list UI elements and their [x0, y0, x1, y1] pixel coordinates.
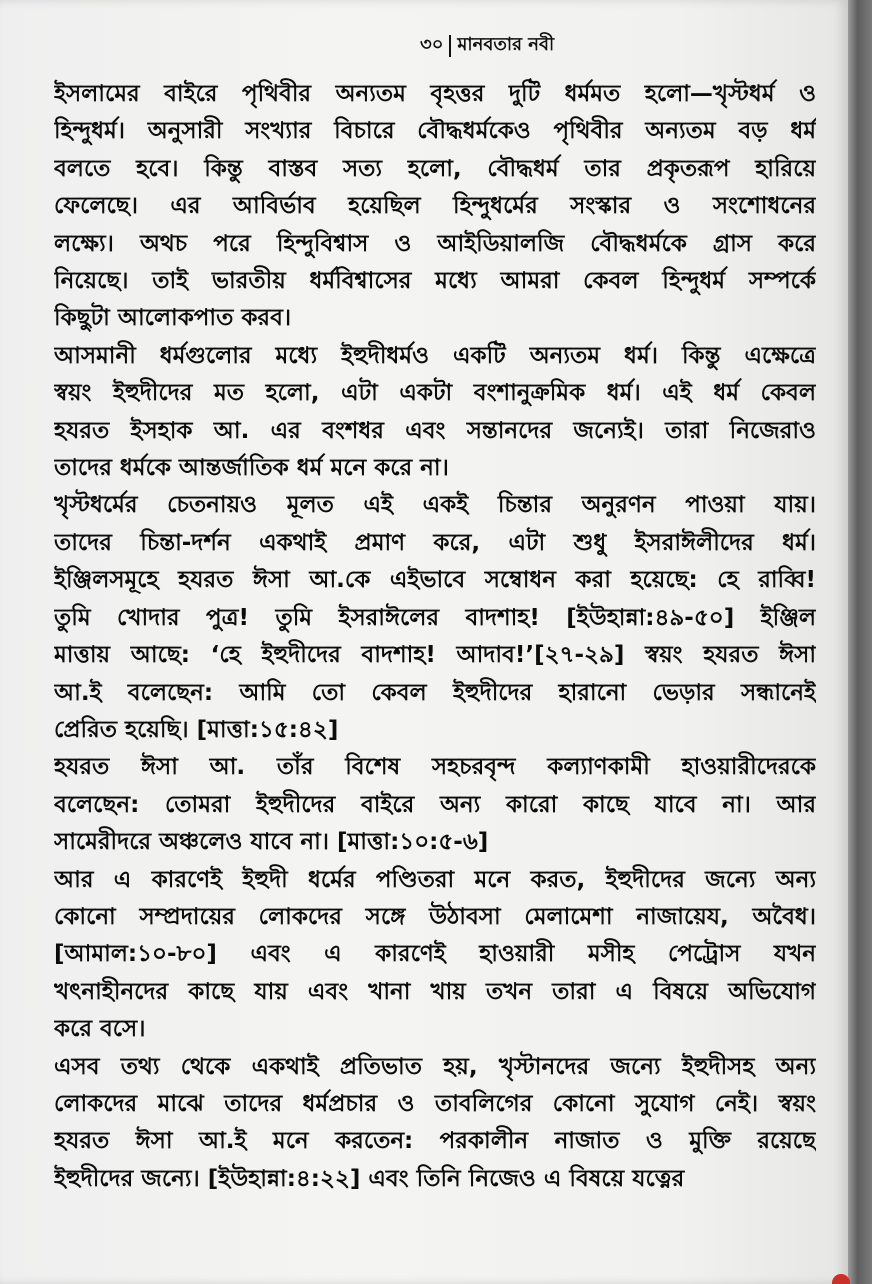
text-line: ইহুদীদের জন্যে। [ইউহান্না:৪:২২] এবং তিনি নিজেও এ বিষয়ে যত্নের	[54, 1165, 685, 1192]
text-line: আর এ কারণেই ইহুদী ধর্মের পণ্ডিতরা মনে করত, ইহুদীদের জন্যে অন্য	[54, 866, 816, 893]
text-line: [আমাল:১০-৮০] এবং এ কারণেই হাওয়ারী মসীহ পেট্রোস যখন	[54, 941, 816, 968]
text-line: হিন্দুধর্ম। অনুসারী সংখ্যার বিচারে বৌদ্ধধর্মকেও পৃথিবীর অন্যতম বড় ধর্ম	[54, 118, 816, 145]
text-line: প্রেরিত হয়েছি। [মাত্তা:১৫:৪২]	[54, 716, 339, 743]
text-line: আ.ই বলেছেন: আমি তো কেবল ইহুদীদের হারানো ভেড়ার সন্ধানেই	[54, 679, 816, 706]
text-line: হযরত ঈসা আ.ই মনে করতেন: পরকালীন নাজাত ও মুক্তি রয়েছে	[54, 1128, 816, 1155]
header-divider	[449, 35, 451, 57]
text-line: বলতে হবে। কিন্তু বাস্তব সত্য হলো, বৌদ্ধধর্ম তার প্রকৃতরূপ হারিয়ে	[54, 155, 816, 182]
paragraph	[54, 862, 816, 1049]
text-line: কোনো সম্প্রদায়ের লোকদের সঙ্গে উঠাবসা মেলামেশা নাজায়েয, অবৈধ।	[54, 903, 816, 930]
paragraph	[54, 338, 816, 488]
text-line: তাদের চিন্তা-দর্শন একথাই প্রমাণ করে, এটা শুধু ইসরাঈলীদের ধর্ম।	[54, 529, 816, 556]
text-line: মাত্তায় আছে: ‘হে ইহুদীদের বাদশাহ! আদাব!’[২৭-২৯] স্বয়ং হযরত ঈসা	[54, 642, 816, 669]
text-line: স্বয়ং ইহুদীদের মত হলো, এটা একটা বংশানুক্রমিক ধর্ম। এই ধর্ম কেবল	[54, 380, 816, 407]
text-line: তুমি খোদার পুত্র! তুমি ইসরাঈলের বাদশাহ! [ইউহান্না:৪৯-৫০] ইঞ্জিল	[54, 604, 816, 631]
text-line: ফেলেছে। এর আবির্ভাব হয়েছিল হিন্দুধর্মের সংস্কার ও সংশোধনের	[54, 193, 816, 220]
text-line: লক্ষ্যে। অথচ পরে হিন্দুবিশ্বাস ও আইডিয়ালজি বৌদ্ধধর্মকে গ্রাস করে	[54, 230, 816, 257]
text-line: কিছুটা আলোকপাত করব।	[54, 305, 292, 332]
text-line: বলেছেন: তোমরা ইহুদীদের বাইরে অন্য কারো কাছে যাবে না। আর	[54, 791, 816, 818]
text-line: তাদের ধর্মকে আন্তর্জাতিক ধর্ম মনে করে না।	[54, 455, 449, 482]
text-line: এসব তথ্য থেকে একথাই প্রতিভাত হয়, খৃস্টানদের জন্যে ইহুদীসহ অন্য	[54, 1053, 816, 1080]
paragraph	[54, 1049, 816, 1199]
page-header	[420, 30, 554, 61]
text-line: নিয়েছে। তাই ভারতীয় ধর্মবিশ্বাসের মধ্যে আমরা কেবল হিন্দুধর্ম সম্পর্কে	[54, 268, 816, 295]
text-line: খৃস্টধর্মের চেতনায়ও মূলত এই একই চিন্তার অনুরণন পাওয়া যায়।	[54, 492, 816, 519]
text-line: সামেরীদরে অঞ্চলেও যাবে না। [মাত্তা:১০:৫-৬]	[54, 829, 489, 856]
body-text	[54, 76, 816, 1198]
running-title: মানবতার নবী	[457, 34, 555, 55]
paragraph	[54, 76, 816, 338]
text-line: লোকদের মাঝে তাদের ধর্মপ্রচার ও তাবলিগের কোনো সুযোগ নেই। স্বয়ং	[54, 1090, 816, 1117]
text-line: ইসলামের বাইরে পৃথিবীর অন্যতম বৃহত্তর দুটি ধর্মমত হলো—খৃস্টধর্ম ও	[54, 81, 816, 107]
text-line: হযরত ইসহাক আ. এর বংশধর এবং সন্তানদের জন্যেই। তারা নিজেরাও	[54, 417, 816, 444]
text-line: করে বসে।	[54, 1016, 146, 1043]
page-number: ৩০	[420, 34, 444, 55]
paragraph	[54, 487, 816, 749]
text-line: হযরত ঈসা আ. তাঁর বিশেষ সহচরবৃন্দ কল্যাণকামী হাওয়ারীদেরকে	[54, 754, 816, 781]
text-line: খৎনাহীনদের কাছে যায় এবং খানা খায় তখন তারা এ বিষয়ে অভিযোগ	[54, 978, 816, 1005]
book-spine-edge	[848, 0, 872, 1284]
text-line: ইঞ্জিলসমূহে হযরত ঈসা আ.কে এইভাবে সম্বোধন করা হয়েছে: হে রাব্বি!	[54, 567, 816, 594]
paragraph	[54, 749, 816, 861]
text-line: আসমানী ধর্মগুলোর মধ্যে ইহুদীধর্মও একটি অন্যতম ধর্ম। কিন্তু এক্ষেত্রে	[54, 342, 816, 369]
